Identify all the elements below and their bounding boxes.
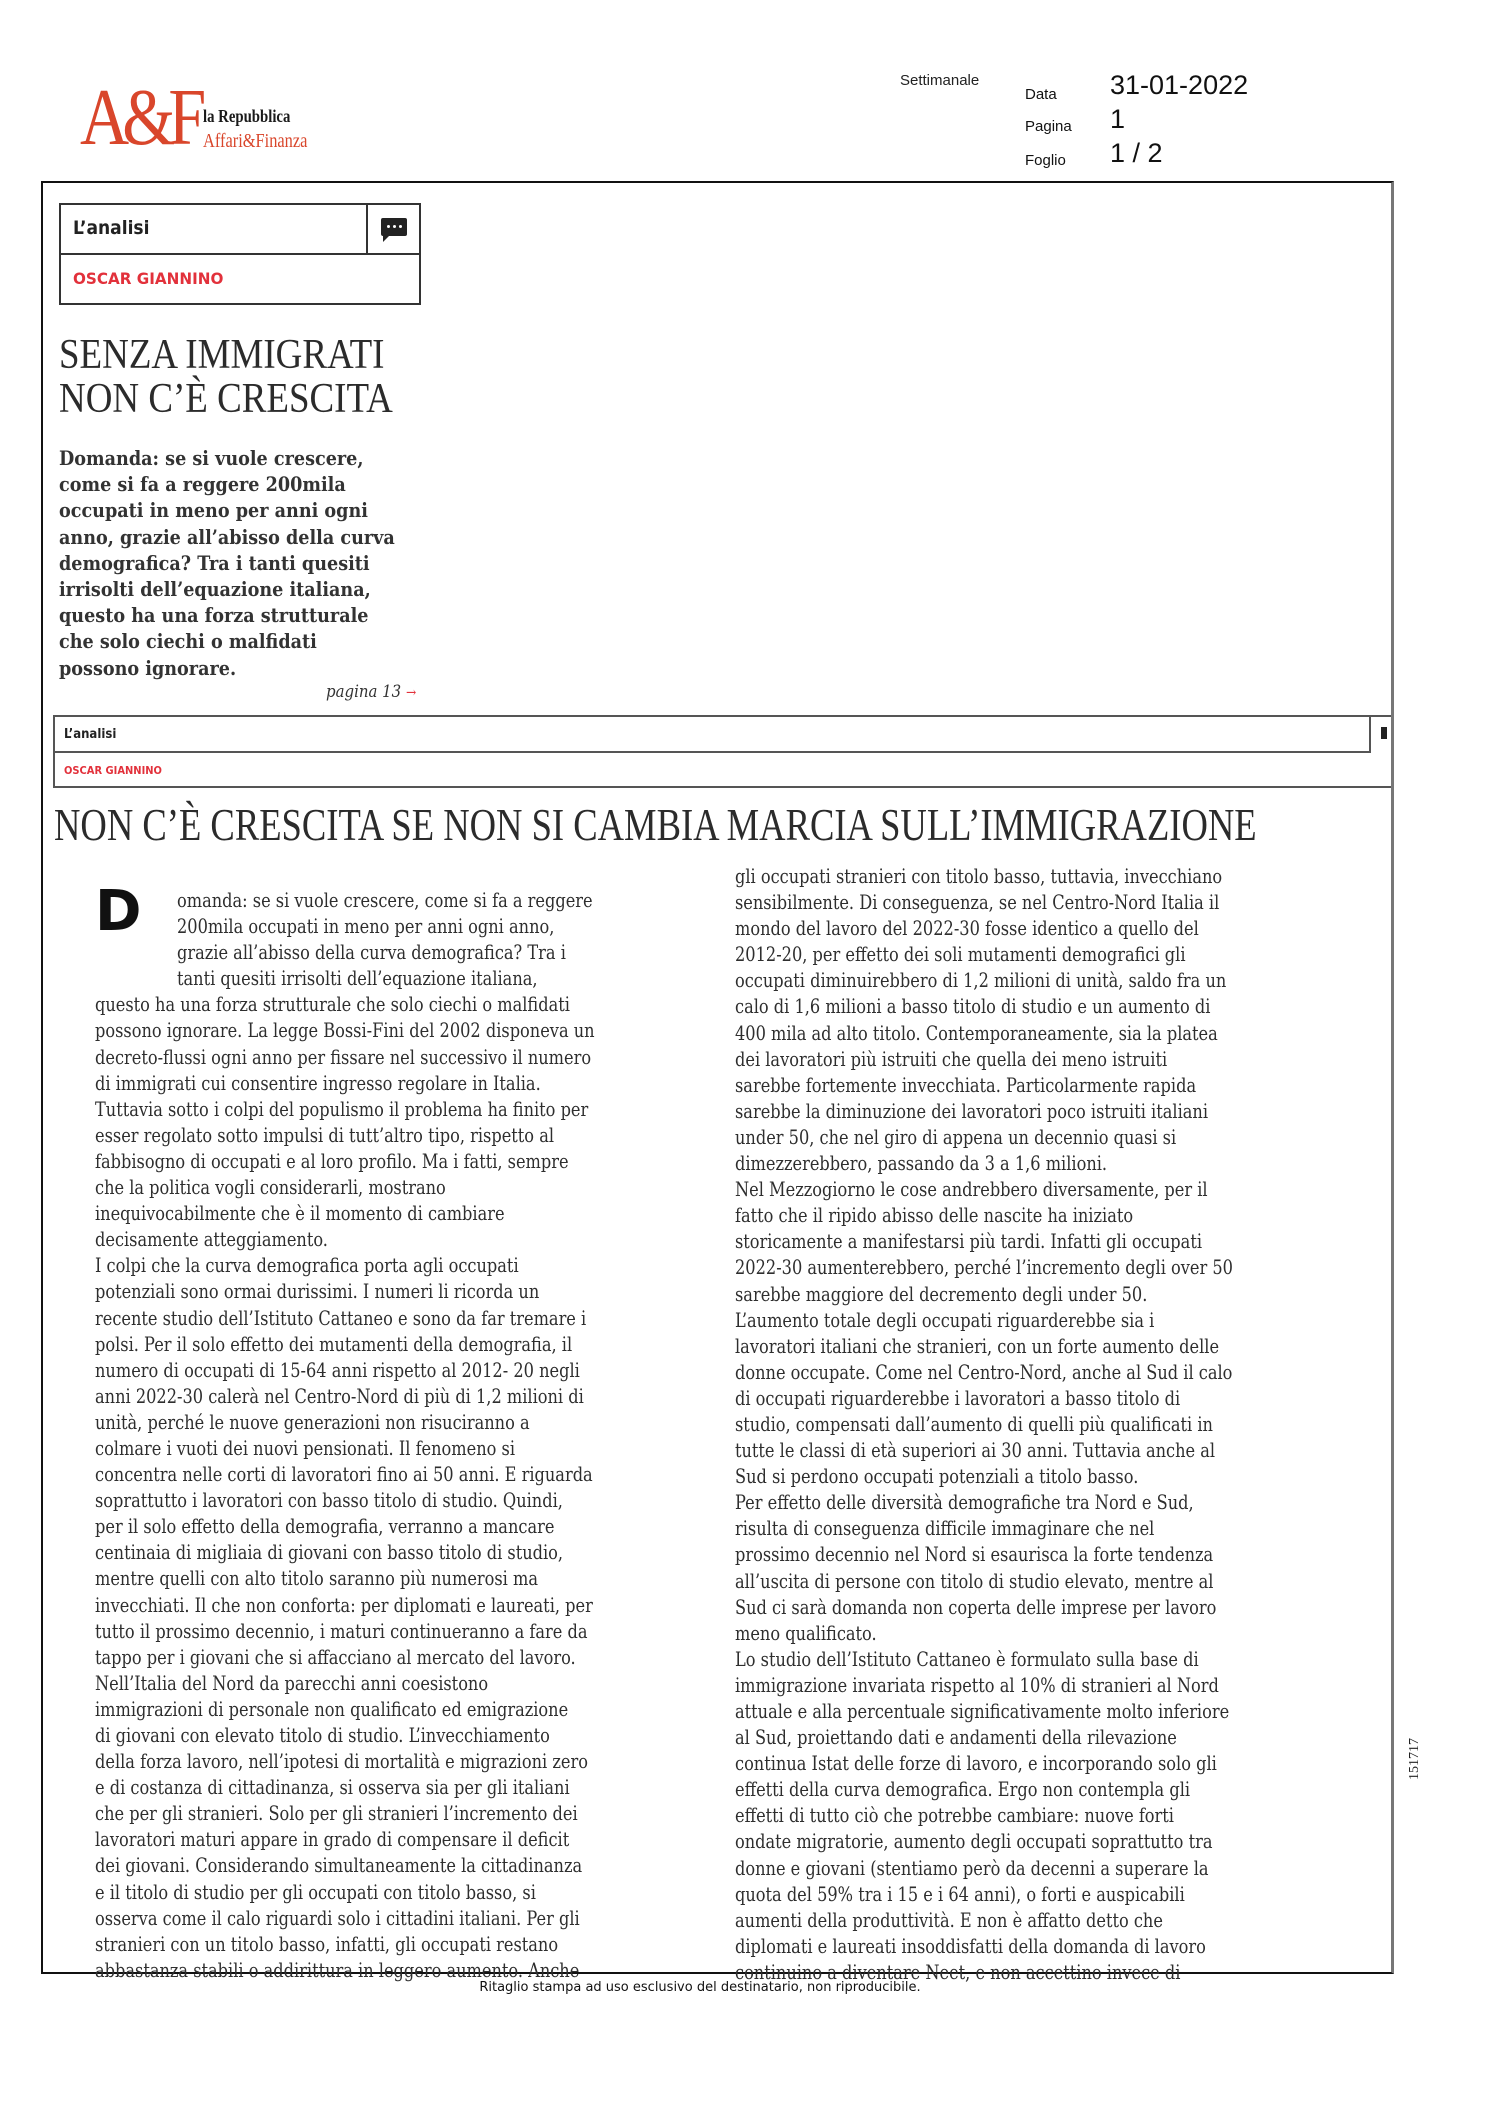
body-line: esser regolato sotto impulsi di tutt’altro tipo, rispetto al [95,1123,555,1147]
body-line: dimezzerebbero, passando da 3 a 1,6 milioni. [735,1152,1108,1176]
teaser-summary-line: irrisolti dell’equazione italiana, [59,577,371,602]
article-column-right [735,864,1375,1986]
body-line: osserva come il calo riguardi solo i cittadini italiani. Per gli [95,1906,580,1930]
teaser-headline-line: NON C’È CRESCITA [59,376,393,422]
meta-page-label: Pagina [1025,118,1072,135]
body-line: invecchiati. Il che non conforta: per diplomati e laureati, per [95,1593,593,1617]
body-line: soprattutto i lavoratori con basso titolo di studio. Quindi, [95,1489,563,1513]
body-line: storicamente a manifestarsi più tardi. Infatti gli occupati [735,1230,1203,1254]
body-line: inequivocabilmente che è il momento di cambiare [95,1202,505,1226]
meta-sheet-value: 1 / 2 [1110,138,1163,168]
body-line: Sud ci sarà domanda non coperta delle imprese per lavoro [735,1595,1217,1619]
article-headline: NON C’È CRESCITA SE NON SI CAMBIA MARCIA SULL’IMMIGRAZIONE [54,799,1257,850]
meta-date-value: 31-01-2022 [1110,70,1249,100]
body-line: donne e giovani (stentiamo però da decenni a superare la [735,1856,1209,1880]
body-line: Sud si perdono occupati potenziali a titolo basso. [735,1465,1139,1489]
logo-la-repubblica: la Repubblica [203,106,291,126]
body-line: 2022-30 aumenterebbero, perché l’incremento degli over 50 [735,1256,1233,1280]
teaser-summary [59,445,393,681]
body-line: effetti di tutto ciò che potrebbe cambiare: nuove forti [735,1804,1174,1828]
body-line: polsi. Per il solo effetto dei mutamenti della demografia, il [95,1332,573,1356]
article-kicker-row [55,717,1371,753]
body-line: possono ignorare. La legge Bossi-Fini del 2002 disponeva un [95,1019,595,1043]
masthead [40,62,1440,180]
body-line: Nell’Italia del Nord da parecchi anni coesistono [95,1671,489,1695]
body-line: I colpi che la curva demografica porta agli occupati [95,1254,519,1278]
meta-date-label: Data [1025,86,1057,103]
publication-logo [80,74,380,162]
teaser-icon-cell [366,205,419,253]
body-line: anni 2022-30 calerà nel Centro-Nord di più di 1,2 milioni di [95,1384,584,1408]
body-line: omanda: se si vuole crescere, come si fa a reggere [177,889,593,912]
arrow-right-icon: → [405,685,417,701]
body-line: immigrazioni di personale non qualificato ed emigrazione [95,1697,569,1721]
teaser-summary-line: occupati in meno per anni ogni [59,498,368,523]
body-line: che la politica vogli considerarli, mostrano [95,1176,446,1200]
body-line: abbastanza stabili o addirittura in leggero aumento. Anche [95,1958,580,1982]
body-line: colmare i vuoti dei nuovi pensionati. Il fenomeno si [95,1436,516,1460]
body-line: diplomati e laureati insoddisfatti della domanda di lavoro [735,1934,1206,1958]
body-line: studio, compensati dall’aumento di quelli più qualificati in [735,1412,1213,1436]
body-line: potenziali sono ormai durissimi. I numeri li ricorda un [95,1280,540,1304]
article-column-left [95,888,715,1984]
body-line: all’uscita di persone con titolo di studio elevato, mentre al [735,1569,1214,1593]
body-line: attuale e alla percentuale significativamente molto inferiore [735,1700,1230,1723]
body-line: Nel Mezzogiorno le cose andrebbero diversamente, per il [735,1178,1208,1202]
article-author: OSCAR GIANNINO [64,764,162,777]
body-line: 2012-20, per effetto dei soli mutamenti demografici gli [735,943,1186,967]
body-line: ondate migratorie, aumento degli occupati soprattutto tra [735,1830,1213,1854]
logo-affari-finanza: Affari&Finanza [203,130,308,152]
body-line: sarebbe maggiore del decremento degli under 50. [735,1282,1148,1306]
body-line: L’aumento totale degli occupati riguarderebbe sia i [735,1308,1155,1332]
body-line: 400 mila ad alto titolo. Contemporaneamente, sia la platea [735,1021,1218,1045]
body-line: lavoratori italiani che stranieri, con un forte aumento delle [735,1334,1220,1358]
body-line: decisamente atteggiamento. [95,1228,328,1252]
body-line: di immigrati cui consentire ingresso regolare in Italia. [95,1071,541,1095]
body-line: quota del 59% tra i 15 e i 64 anni), o forti e auspicabili [735,1882,1185,1906]
body-line: che per gli stranieri. Solo per gli stranieri l’incremento dei [95,1802,578,1826]
body-line: meno qualificato. [735,1621,877,1645]
publication-frequency: Settimanale [900,72,980,89]
body-line: e di costanza di cittadinanza, si osserva sia per gli italiani [95,1776,570,1800]
body-line: concentra nelle corti di lavoratori fino ai 50 anni. E riguarda [95,1463,593,1487]
teaser-kicker-row [61,205,419,255]
body-line: aumenti della produttività. E non è affatto detto che [735,1908,1163,1932]
body-line: questo ha una forza strutturale che solo ciechi o malfidati [95,993,570,1017]
body-line: Tuttavia sotto i colpi del populismo il problema ha finito per [95,1097,589,1121]
chat-bubble-icon [1381,727,1387,739]
body-line: effetti della curva demografica. Ergo non contempla gli [735,1778,1191,1802]
body-line: al Sud, proiettando dati e andamenti della rilevazione [735,1726,1177,1750]
body-line: per il solo effetto della demografia, verranno a mancare [95,1515,555,1539]
teaser-summary-line: come si fa a reggere 200mila [59,472,346,497]
teaser-headline-line: SENZA IMMIGRATI [59,332,385,378]
body-line: lavoratori maturi appare in grado di compensare il deficit [95,1828,570,1852]
body-line: fatto che il ripido abisso delle nascite ha iniziato [735,1204,1134,1228]
teaser-summary-line: possono ignorare. [59,655,237,680]
body-line: mentre quelli con alto titolo saranno più numerosi ma [95,1567,539,1591]
body-line: grazie all’abisso della curva demografica? Tra i [177,941,566,965]
body-line: stranieri con un titolo basso, infatti, gli occupati restano [95,1932,559,1956]
body-line: under 50, che nel giro di appena un decennio quasi si [735,1125,1177,1149]
body-line: sarebbe la diminuzione dei lavoratori poco istruiti italiani [735,1099,1208,1123]
teaser-summary-line: demografica? Tra i tanti quesiti [59,550,370,575]
teaser-summary-line: Domanda: se si vuole crescere, [59,446,364,470]
body-line: prossimo decennio nel Nord si esaurisca la forte tendenza [735,1543,1214,1567]
teaser-summary-line: anno, grazie all’abisso della curva [59,524,395,549]
body-line: 200mila occupati in meno per anni ogni anno, [177,915,555,939]
page-reference-text: pagina 13 [326,682,402,702]
teaser-summary-line: questo ha una forza strutturale [59,603,369,628]
chat-bubble-icon [381,218,407,236]
body-line: sensibilmente. Di conseguenza, se nel Centro-Nord Italia il [735,891,1220,915]
body-line: tanti quesiti irrisolti dell’equazione italiana, [177,967,538,991]
body-line: e il titolo di studio per gli occupati con titolo basso, si [95,1880,536,1904]
teaser-header-box [59,203,421,305]
body-line: di occupati riguarderebbe i lavoratori a basso titolo di [735,1386,1181,1410]
teaser-headline [59,333,411,421]
meta-page-value: 1 [1110,104,1126,134]
body-line: tutte le classi di età superiori ai 30 anni. Tuttavia anche al [735,1439,1216,1463]
body-line: Lo studio dell’Istituto Cattaneo è formulato sulla base di [735,1647,1199,1671]
body-line: dei giovani. Considerando simultaneamente la cittadinanza [95,1854,583,1878]
copyright-footer: Ritaglio stampa ad uso esclusivo del destinatario, non riproducibile. [479,1980,921,1995]
body-line: della forza lavoro, nell’ipotesi di mortalità e migrazioni zero [95,1750,588,1774]
body-line: di giovani con elevato titolo di studio. L’invecchiamento [95,1724,550,1747]
teaser-author: OSCAR GIANNINO [73,269,224,288]
clipping-code: 151717 [1407,1738,1422,1780]
body-line: centinaia di migliaia di giovani con basso titolo di studio, [95,1541,564,1565]
body-line: Per effetto delle diversità demografiche tra Nord e Sud, [735,1491,1194,1515]
body-line: immigrazione invariata rispetto al 10% di stranieri al Nord [735,1673,1219,1697]
body-line: tappo per i giovani che si affacciano al mercato del lavoro. [95,1645,576,1669]
body-line: unità, perché le nuove generazioni non risuciranno a [95,1410,530,1434]
body-line: donne occupate. Come nel Centro-Nord, anche al Sud il calo [735,1360,1233,1384]
body-line: continuino a diventare Neet, e non accettino invece di [735,1960,1181,1984]
page-reference-link[interactable] [326,682,416,702]
article-header-box [53,715,1391,788]
body-line: dei lavoratori più istruiti che quella dei meno istruiti [735,1047,1168,1071]
af-logo-mark: A&F [80,74,200,162]
body-line: sarebbe fortemente invecchiata. Particolarmente rapida [735,1073,1197,1097]
body-line: continua Istat delle forze di lavoro, e incorporando solo gli [735,1752,1217,1776]
drop-cap: D [95,879,142,944]
body-line: mondo del lavoro del 2022-30 fosse identico a quello del [735,917,1199,941]
body-line: calo di 1,6 milioni a basso titolo di studio e un aumento di [735,995,1211,1019]
body-line: recente studio dell’Istituto Cattaneo e sono da far tremare i [95,1306,587,1330]
teaser-kicker: L’analisi [73,217,150,239]
article-kicker: L’analisi [64,727,117,742]
body-line: gli occupati stranieri con titolo basso, tuttavia, invecchiano [735,865,1223,888]
body-line: numero di occupati di 15-64 anni rispetto al 2012- 20 negli [95,1358,580,1382]
body-line: tutto il prossimo decennio, i maturi continueranno a fare da [95,1619,588,1643]
body-line: decreto-flussi ogni anno per fissare nel successivo il numero [95,1045,592,1069]
teaser-summary-line: che solo ciechi o malfidati [59,629,317,654]
body-line: risulta di conseguenza difficile immaginare che nel [735,1517,1155,1541]
meta-sheet-label: Foglio [1025,152,1066,169]
body-line: fabbisogno di occupati e al loro profilo. Ma i fatti, sempre [95,1149,569,1173]
body-line: occupati diminuirebbero di 1,2 milioni di unità, saldo fra un [735,969,1227,993]
